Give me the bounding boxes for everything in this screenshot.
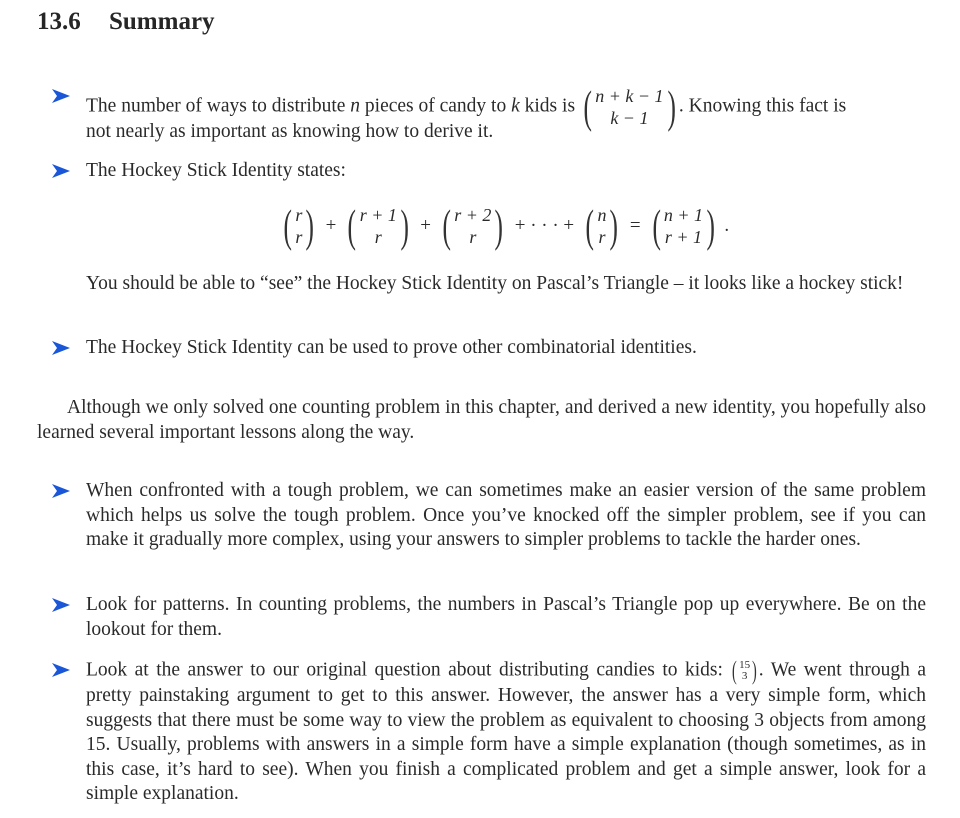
summary-item-candy: The number of ways to distribute n pieces of candy to k kids is ( n + k − 1 k − 1 ) . Knowing this fact is	[86, 81, 847, 132]
binom-term-n: ( n r )	[585, 200, 619, 251]
arrow-bullet-icon	[52, 89, 70, 103]
transition-paragraph: Although we only solved one counting problem in this chapter, and derived a new identity, you hopefully also learned several important lessons along the way.	[37, 397, 926, 443]
arrow-bullet-icon	[52, 484, 70, 498]
section-heading	[37, 8, 215, 36]
section-title: Summary	[109, 8, 215, 35]
binom-term-3: ( r + 2 r )	[442, 200, 504, 251]
lesson-simple-explanation: Look at the answer to our original question about distributing candies to kids: ( 15 3 ) . We went through a pretty painstaking argument to get to this answer. However, the answer has a very simple form, which suggests that there must be some way to view the problem as equivalent to choosing 3 objects from among 15. Usually, problems with answers in a simple form have a simple explanation (though sometimes, as in this case, it’s hard to see). When you finish a complicated problem and get a simple answer, look for a simple explanation.	[86, 656, 926, 804]
binomial-coefficient: ( n + k − 1 k − 1 )	[583, 81, 676, 132]
arrow-bullet-icon	[52, 164, 70, 178]
section-number: 13.6	[37, 8, 81, 35]
lesson-patterns: Look for patterns. In counting problems, the numbers in Pascal’s Triangle pop up everywhere. Be on the lookout for them.	[86, 594, 926, 640]
hockey-stick-note: You should be able to “see” the Hockey Stick Identity on Pascal’s Triangle – it looks like a hockey stick!	[86, 273, 904, 294]
arrow-bullet-icon	[52, 598, 70, 612]
binom-term-2: ( r + 1 r )	[347, 200, 409, 251]
summary-item-candy-line2: not nearly as important as knowing how to derive it.	[86, 121, 494, 142]
summary-item-prove-identities: The Hockey Stick Identity can be used to prove other combinatorial identities.	[86, 337, 697, 358]
summary-item-hockey-stick: The Hockey Stick Identity states:	[86, 160, 346, 181]
binomial-15-choose-3: ( 15 3 )	[732, 656, 757, 685]
binom-result: ( n + 1 r + 1 )	[651, 200, 715, 251]
hockey-stick-equation: ( r r ) + ( r + 1 r ) + ( r + 2 r ) + · · · + ( n r ) = ( n + 1 r + 1 ) .	[280, 203, 729, 249]
binom-term-1: ( r r )	[283, 200, 315, 251]
arrow-bullet-icon	[52, 663, 70, 677]
lesson-simpler-problem: When confronted with a tough problem, we can sometimes make an easier version of the same problem which helps us solve the tough problem. Once you’ve knocked off the simpler problem, see if you can make it gradually more complex, using your answers to simpler problems to tackle the harder ones.	[86, 480, 926, 550]
arrow-bullet-icon	[52, 341, 70, 355]
